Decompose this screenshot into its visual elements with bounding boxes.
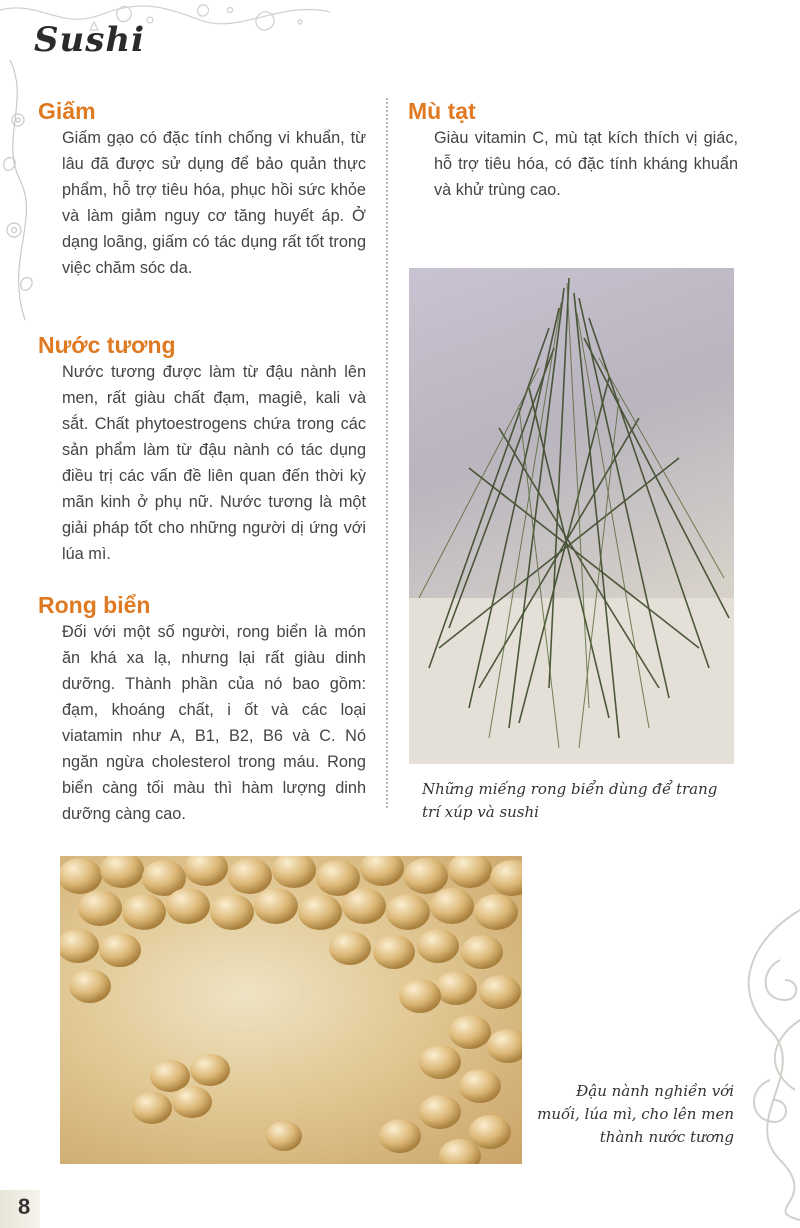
soybeans-caption: Đậu nành nghiền với muối, lúa mì, cho lên men thành nước tương — [537, 1082, 734, 1146]
section-rong-bien — [38, 592, 366, 827]
seaweed-caption: Những miếng rong biển dùng để trang trí xúp và sushi — [422, 780, 718, 821]
page-header-title: Sushi — [34, 20, 146, 60]
section-giam — [38, 98, 366, 281]
page-number: 8 — [18, 1194, 31, 1219]
section-heading: Nước tương — [38, 332, 176, 358]
column-divider — [386, 98, 388, 808]
floral-ornament-icon — [0, 60, 40, 360]
soybeans-photo — [60, 856, 522, 1164]
section-mu-tat — [408, 98, 738, 203]
section-body: Giấm gạo có đặc tính chống vi khuẩn, từ lâu đã được sử dụng để bảo quản thực phẩm, hỗ trợ tiêu hóa, phục hồi sức khỏe và làm giảm nguy cơ tăng huyết áp. Ở dạng loãng, giấm có tác dụng rất tốt trong việc chăm sóc da. — [62, 129, 366, 277]
seaweed-photo — [409, 268, 734, 764]
section-body: Nước tương được làm từ đậu nành lên men, rất giàu chất đạm, magiê, kali và sắt. Chất phytoestrogens chứa trong các sản phẩm làm từ đậu nành có tác dụng điều trị các vấn đề liên quan đến thời kỳ mãn kinh ở phụ nữ. Nước tương là một giải pháp tốt cho những người dị ứng với lúa mì. — [62, 363, 366, 563]
swirl-ornament-icon — [710, 900, 800, 1228]
section-body: Giàu vitamin C, mù tạt kích thích vị giác, hỗ trợ tiêu hóa, có đặc tính kháng khuẩn và khử trùng cao. — [434, 129, 738, 199]
section-heading: Mù tạt — [408, 98, 476, 124]
soybeans-illustration — [60, 856, 522, 1164]
section-nuoc-tuong — [38, 332, 366, 567]
section-heading: Giấm — [38, 98, 96, 124]
seaweed-illustration — [409, 268, 734, 764]
section-body: Đối với một số người, rong biển là món ăn khá xa lạ, nhưng lại rất giàu dinh dưỡng. Thành phần của nó bao gồm: đạm, khoáng chất, i ốt và các loại viatamin như A, B1, B2, B6 và C. Nó ngăn ngừa cholesterol trong máu. Rong biển càng tối màu thì hàm lượng dinh dưỡng càng cao. — [62, 623, 366, 823]
section-heading: Rong biển — [38, 592, 151, 618]
